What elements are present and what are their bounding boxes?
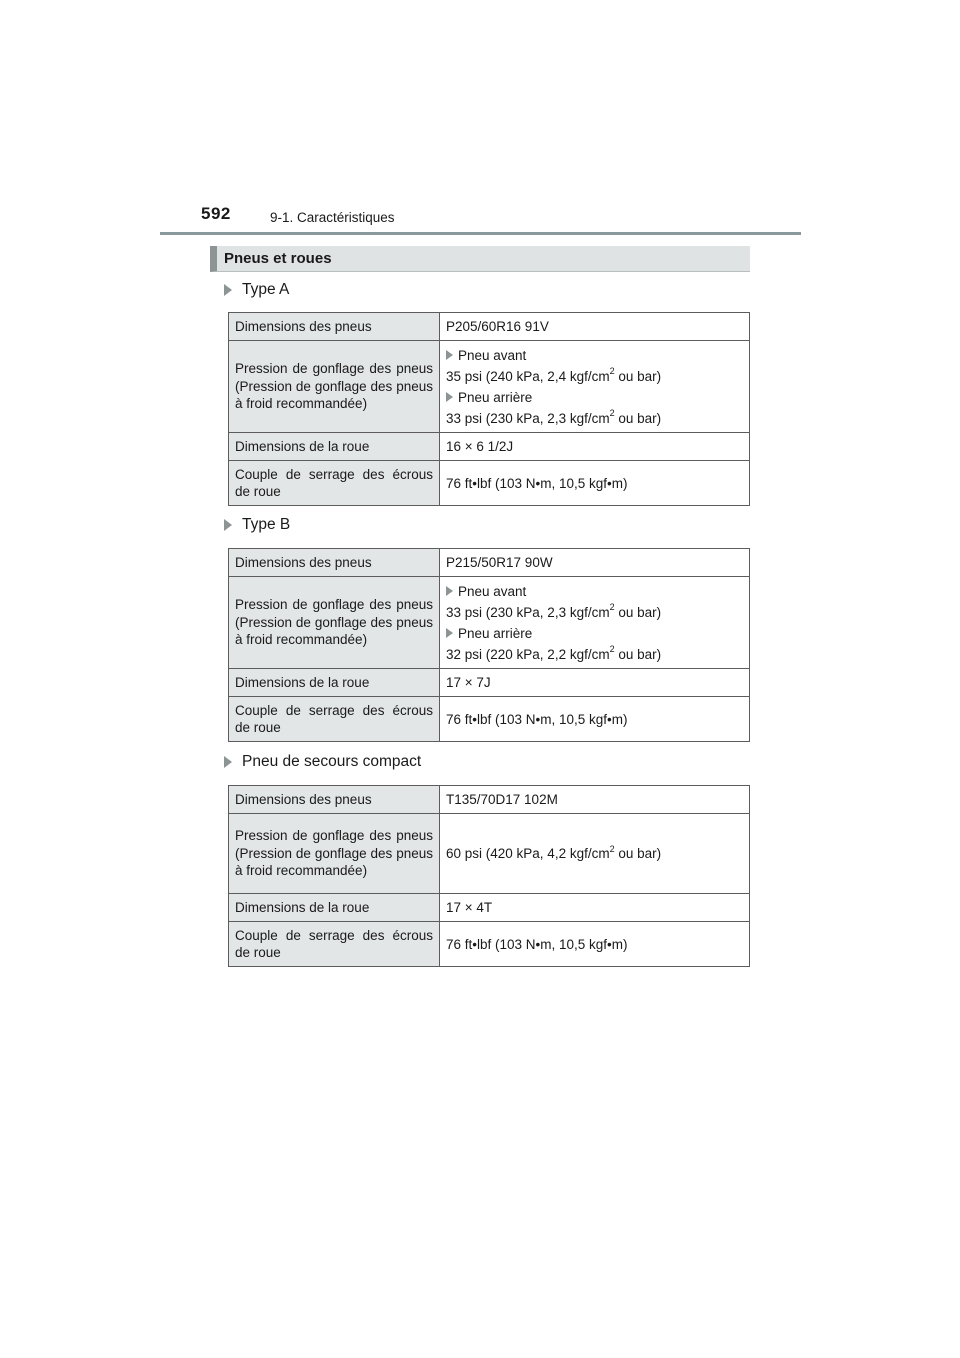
table-row <box>229 433 750 461</box>
tire-size-value: P215/50R17 90W <box>440 549 750 577</box>
table-row <box>229 549 750 577</box>
table-row <box>229 313 750 341</box>
torque-label: Couple de serrage des écrous de roue <box>229 922 440 967</box>
table-row <box>229 697 750 742</box>
triangle-bullet-icon <box>446 392 453 402</box>
torque-label: Couple de serrage des écrous de roue <box>229 697 440 742</box>
type-b-label: Type B <box>242 516 291 533</box>
triangle-bullet-icon <box>224 284 232 296</box>
front-pressure-value: 33 psi (230 kPa, 2,3 kgf/$cm^2$ ou bar) <box>446 602 662 620</box>
pressure-label: Pression de gonflage des pneus (Pression de gonflage des pneus à froid recommandée) <box>229 577 440 669</box>
table-row <box>229 341 750 433</box>
table-row <box>229 786 750 814</box>
front-pressure-value: 35 psi (240 kPa, 2,4 kgf/$cm^2$ ou bar) <box>446 366 662 384</box>
pressure-label: Pression de gonflage des pneus (Pression de gonflage des pneus à froid recommandée) <box>229 814 440 894</box>
spare-table <box>228 785 750 967</box>
front-tire-item: Pneu avant <box>446 345 743 366</box>
pressure-label: Pression de gonflage des pneus (Pression de gonflage des pneus à froid recommandée) <box>229 341 440 433</box>
pressure-values <box>440 577 750 669</box>
type-b-heading <box>224 516 290 534</box>
table-row <box>229 894 750 922</box>
wheel-size-label: Dimensions de la roue <box>229 669 440 697</box>
tire-size-value: P205/60R16 91V <box>440 313 750 341</box>
triangle-bullet-icon <box>224 519 232 531</box>
type-a-heading <box>224 281 289 299</box>
spare-heading <box>224 753 421 771</box>
wheel-size-label: Dimensions de la roue <box>229 894 440 922</box>
wheel-size-value: 16 × 6 1/2J <box>440 433 750 461</box>
type-b-table <box>228 548 750 742</box>
tire-size-value: T135/70D17 102M <box>440 786 750 814</box>
torque-value: 76 ft•lbf (103 N•m, 10,5 kgf•m) <box>440 697 750 742</box>
triangle-bullet-icon <box>224 756 232 768</box>
torque-label: Couple de serrage des écrous de roue <box>229 461 440 506</box>
tire-size-label: Dimensions des pneus <box>229 786 440 814</box>
rear-tire-item: Pneu arrière <box>446 387 743 408</box>
wheel-size-value: 17 × 4T <box>440 894 750 922</box>
torque-value: 76 ft•lbf (103 N•m, 10,5 kgf•m) <box>440 922 750 967</box>
table-row <box>229 461 750 506</box>
triangle-bullet-icon <box>446 586 453 596</box>
spare-pressure-value: 60 psi (420 kPa, 4,2 kgf/$cm^2$ ou bar) <box>440 814 750 894</box>
rear-tire-item: Pneu arrière <box>446 623 743 644</box>
wheel-size-value: 17 × 7J <box>440 669 750 697</box>
chapter-title: 9-1. Caractéristiques <box>270 210 395 225</box>
table-row <box>229 577 750 669</box>
triangle-bullet-icon <box>446 628 453 638</box>
front-tire-item: Pneu avant <box>446 581 743 602</box>
rear-pressure-value: 32 psi (220 kPa, 2,2 kgf/$cm^2$ ou bar) <box>446 644 662 662</box>
type-a-label: Type A <box>242 281 290 298</box>
triangle-bullet-icon <box>446 350 453 360</box>
section-title: Pneus et roues <box>224 250 332 267</box>
wheel-size-label: Dimensions de la roue <box>229 433 440 461</box>
page-number: 592 <box>201 204 231 223</box>
tire-size-label: Dimensions des pneus <box>229 313 440 341</box>
spare-label: Pneu de secours compact <box>242 753 422 770</box>
torque-value: 76 ft•lbf (103 N•m, 10,5 kgf•m) <box>440 461 750 506</box>
type-a-table <box>228 312 750 506</box>
section-heading <box>210 246 750 272</box>
table-row <box>229 814 750 894</box>
header-rule <box>160 232 801 235</box>
rear-pressure-value: 33 psi (230 kPa, 2,3 kgf/$cm^2$ ou bar) <box>446 408 662 426</box>
tire-size-label: Dimensions des pneus <box>229 549 440 577</box>
table-row <box>229 669 750 697</box>
table-row <box>229 922 750 967</box>
pressure-values <box>440 341 750 433</box>
